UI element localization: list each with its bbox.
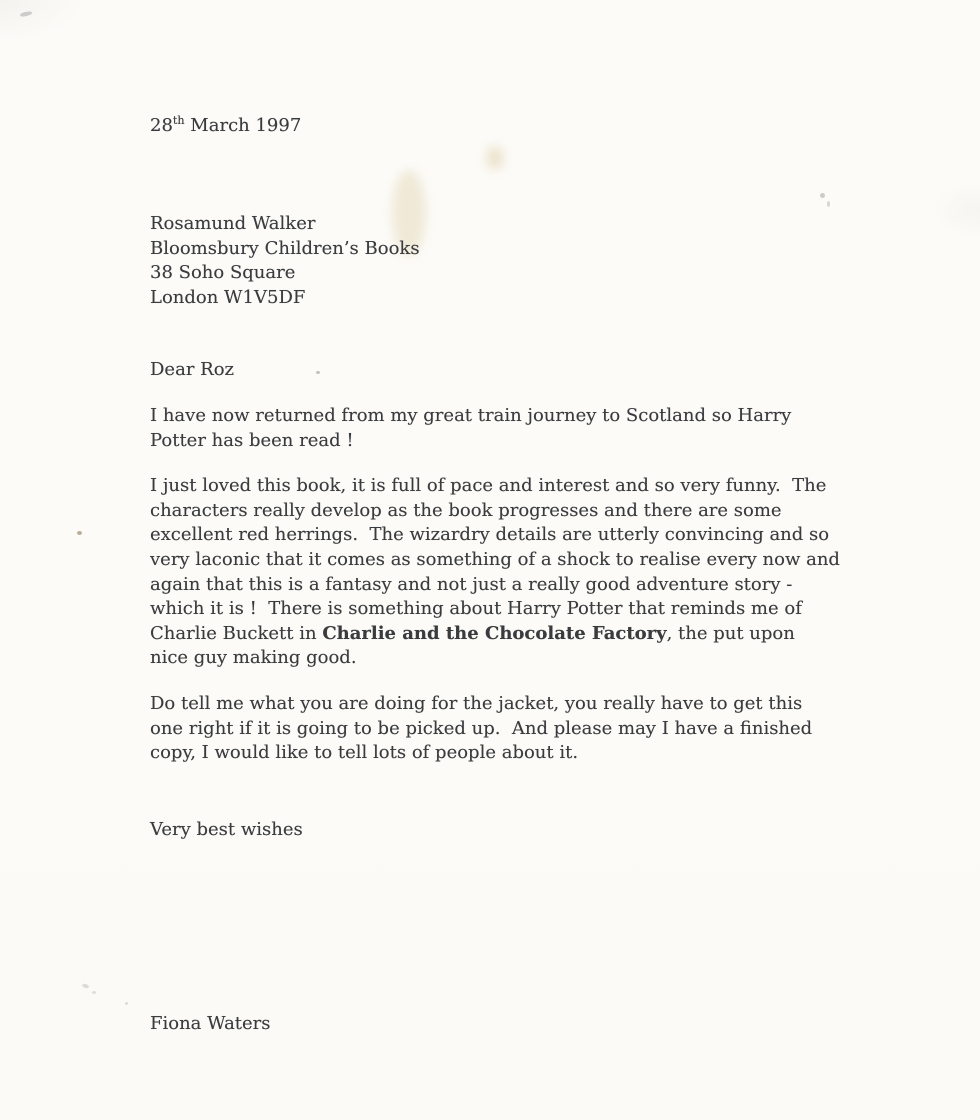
text-line: I just loved this book, it is full of pace and interest and so very funny. The bbox=[150, 475, 827, 497]
text-line: nice guy making good. bbox=[150, 647, 357, 669]
text-line: copy, I would like to tell lots of people about it. bbox=[150, 742, 579, 764]
letter-date bbox=[150, 114, 301, 139]
salutation: Dear Roz bbox=[150, 359, 235, 380]
letter-body bbox=[150, 404, 840, 766]
text-line: very laconic that it comes as something of a shock to realise every now and bbox=[150, 548, 840, 570]
text-line: one right if it is going to be picked up. And please may I have a finished bbox=[150, 717, 813, 739]
text-line: Do tell me what you are doing for the jacket, you really have to get this bbox=[150, 692, 803, 714]
text-segment: 28 bbox=[150, 115, 173, 136]
text-line: Bloomsbury Children’s Books bbox=[150, 237, 420, 259]
paper-speck bbox=[820, 193, 825, 198]
paragraph bbox=[150, 404, 840, 453]
text-line: which it is ! There is something about Harry Potter that reminds me of bbox=[150, 598, 802, 620]
book-title-bold: Charlie and the Chocolate Factory bbox=[322, 622, 667, 644]
text-line bbox=[150, 114, 301, 139]
ordinal-superscript: th bbox=[172, 114, 185, 127]
text-line: 38 Soho Square bbox=[150, 262, 296, 284]
text-line: I have now returned from my great train journey to Scotland so Harry bbox=[150, 405, 792, 426]
paragraph bbox=[150, 474, 840, 671]
text-line bbox=[150, 622, 840, 647]
paper-speck bbox=[77, 531, 82, 535]
paper-speck bbox=[316, 371, 320, 374]
signature-name: Fiona Waters bbox=[150, 1013, 271, 1034]
paper-speck bbox=[827, 201, 830, 207]
pen-mark bbox=[20, 11, 33, 17]
text-line: characters really develop as the book progresses and there are some bbox=[150, 499, 782, 521]
text-line: Potter has been read ! bbox=[150, 429, 354, 451]
paper-speck bbox=[82, 983, 90, 989]
text-line: London W1V5DF bbox=[150, 286, 306, 308]
recipient-address bbox=[150, 212, 420, 310]
text-line: Rosamund Walker bbox=[150, 213, 316, 234]
paper-stain bbox=[486, 146, 504, 170]
closing: Very best wishes bbox=[150, 819, 303, 840]
paper-speck bbox=[92, 991, 96, 994]
paragraph bbox=[150, 692, 840, 766]
text-segment: March 1997 bbox=[184, 115, 302, 136]
text-segment: Charlie Buckett in bbox=[150, 622, 323, 644]
text-line: excellent red herrings. The wizardry details are utterly convincing and so bbox=[150, 524, 830, 546]
text-segment: , the put upon bbox=[666, 622, 795, 644]
text-line: again that this is a fantasy and not just a really good adventure story - bbox=[150, 573, 793, 595]
paper-speck bbox=[125, 1002, 128, 1005]
